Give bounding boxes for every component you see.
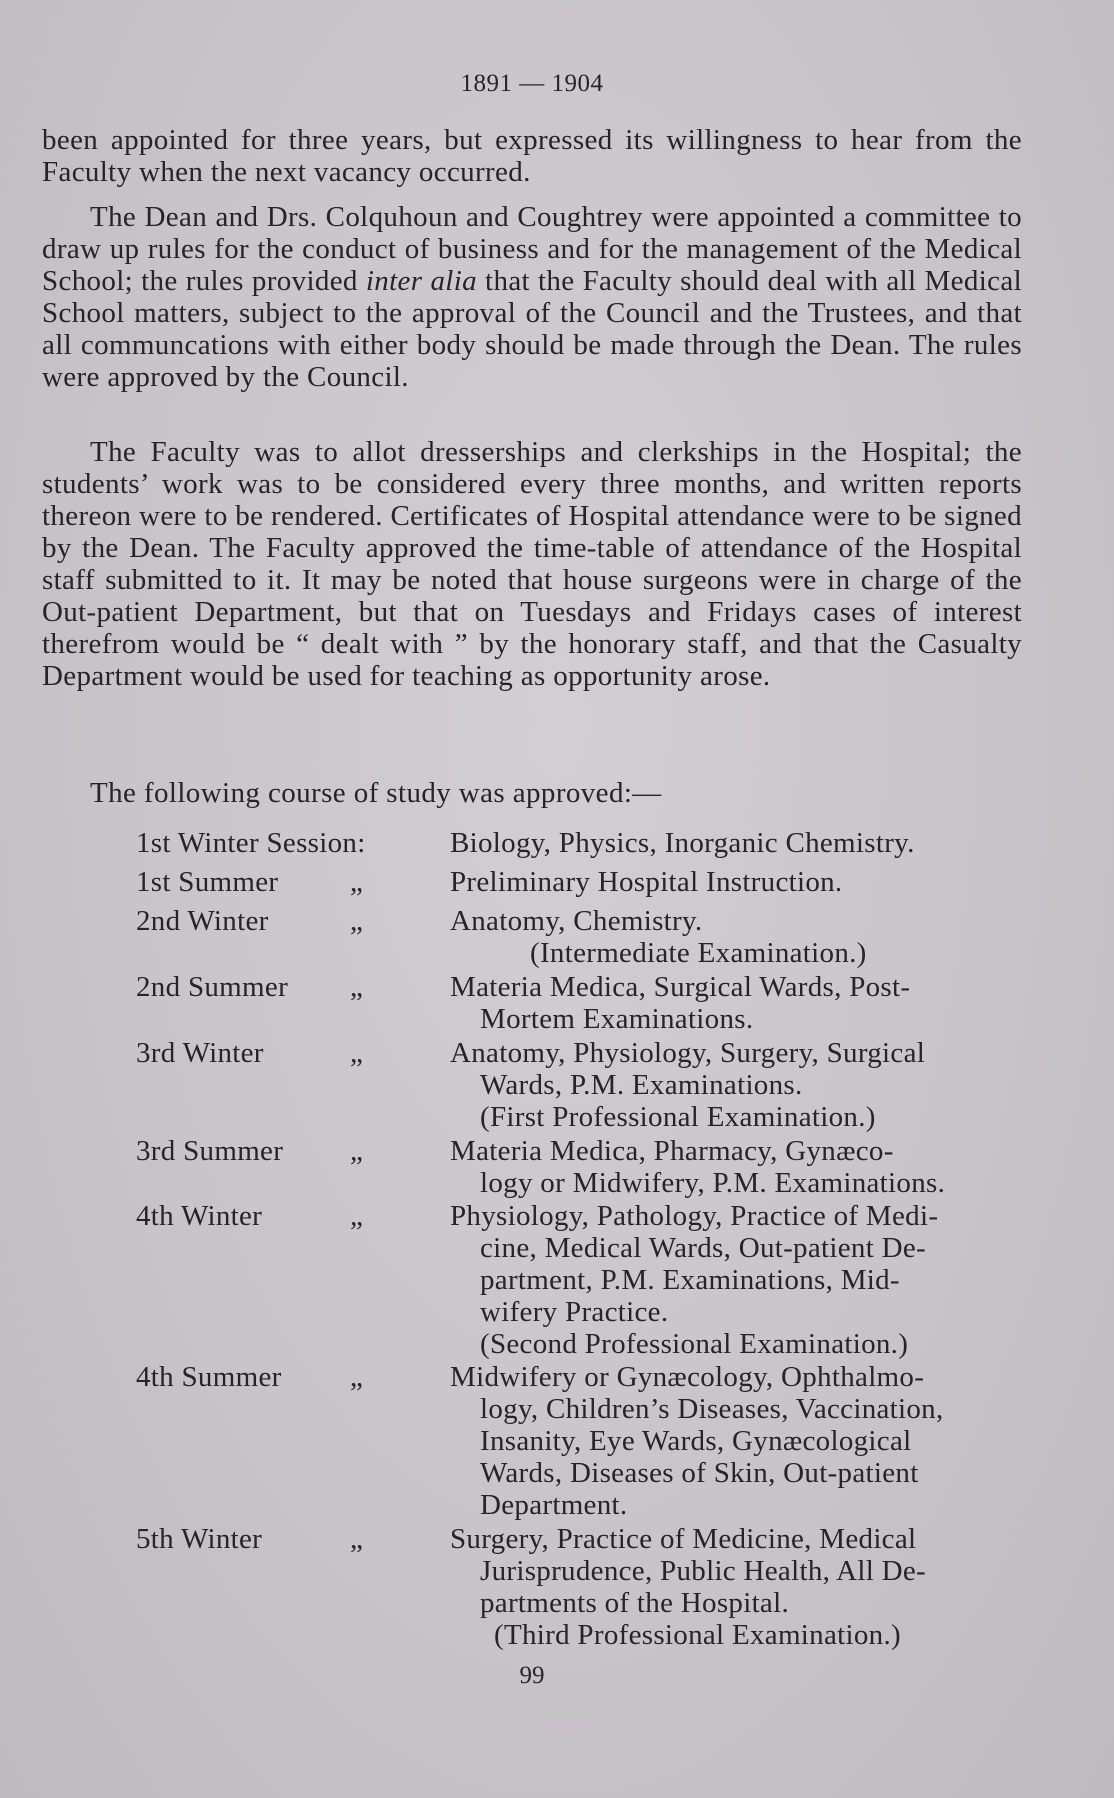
course-subjects (450, 905, 1022, 969)
course-term: 3rd Summer (136, 1135, 284, 1167)
subject-line: Anatomy, Physiology, Surgery, Surgical (450, 1037, 926, 1069)
examination-note: (Third Professional Examination.) (494, 1619, 901, 1651)
course-subjects (450, 1200, 1022, 1360)
course-term: 4th Summer (136, 1361, 282, 1393)
course-subjects (450, 1037, 1022, 1133)
subject-line: Insanity, Eye Wards, Gynæcological (480, 1425, 912, 1457)
subject-line: Materia Medica, Surgical Wards, Post- (450, 971, 911, 1003)
course-term: 1st Summer (136, 866, 279, 898)
ditto-mark: „ (350, 1037, 364, 1069)
subject-line: Materia Medica, Pharmacy, Gynæco- (450, 1135, 894, 1167)
subject-line: Mortem Examinations. (480, 1003, 754, 1035)
running-head: 1891 — 1904 (460, 70, 604, 97)
subject-line: cine, Medical Wards, Out-patient De- (480, 1232, 926, 1264)
course-term: 3rd Winter (136, 1037, 264, 1069)
page-number: 99 (519, 1662, 545, 1689)
subject-line: Midwifery or Gynæcology, Ophthalmo- (450, 1361, 925, 1393)
paragraph-3: The Faculty was to allot dresserships and clerkships in the Hospital; the students’ work was to be considered every three months, and written reports thereon were to be rendered. Certificates of Hospital attendance were to be signed by the Dean. The Faculty approved the time-table of attendance of the Hospital staff submitted to it. It may be noted that house surgeons were in charge of the Out-patient Department, but that on Tuesdays and Fridays cases of interest therefrom would be “ dealt with ” by the honorary staff, and that the Casualty Department would be used for teaching as opportunity arose. (42, 436, 1022, 692)
subject-line: Wards, P.M. Examinations. (480, 1069, 803, 1101)
subject-line: Anatomy, Chemistry. (450, 905, 703, 937)
subject-line: wifery Practice. (480, 1296, 669, 1328)
course-term: 4th Winter (136, 1200, 263, 1232)
course-intro: The following course of study was approved:— (90, 777, 662, 809)
course-subjects (450, 827, 1022, 859)
course-term: 2nd Summer (136, 971, 289, 1003)
course-subjects (450, 1135, 1022, 1199)
paragraph-1: been appointed for three years, but expressed its willingness to hear from the Faculty when the next vacancy occurred. (42, 124, 1022, 188)
subject-line: partment, P.M. Examinations, Mid- (480, 1264, 900, 1296)
paragraph-2 (42, 201, 1022, 393)
ditto-mark: „ (350, 1135, 364, 1167)
course-term: 1st Winter Session: (136, 827, 366, 859)
subject-line: logy or Midwifery, P.M. Examinations. (480, 1167, 946, 1199)
course-subjects (450, 971, 1022, 1035)
examination-note: (First Professional Examination.) (480, 1101, 876, 1133)
subject-line: Jurisprudence, Public Health, All De- (480, 1555, 927, 1587)
subject-line: Biology, Physics, Inorganic Chemistry. (450, 827, 915, 859)
subject-line: Department. (480, 1489, 628, 1521)
subject-line: Surgery, Practice of Medicine, Medical (450, 1523, 917, 1555)
subject-line: partments of the Hospital. (480, 1587, 790, 1619)
paragraph-2-text-b: that the Faculty should deal with all Medical School matters, subject to the approval of the Council and the Trustees, and that all communcations with either body should be made through the Dean. The rules were approved by the Council. (42, 265, 1023, 393)
ditto-mark: „ (350, 1361, 364, 1393)
course-subjects (450, 1523, 1022, 1651)
paragraph-2-italic: inter alia (365, 265, 477, 297)
ditto-mark: „ (350, 866, 364, 898)
subject-line: logy, Children’s Diseases, Vaccination, (480, 1393, 944, 1425)
examination-note: (Second Professional Examination.) (480, 1328, 909, 1360)
subject-line: Physiology, Pathology, Practice of Medi- (450, 1200, 939, 1232)
examination-note: (Intermediate Examination.) (530, 937, 867, 969)
ditto-mark: „ (350, 971, 364, 1003)
ditto-mark: „ (350, 905, 364, 937)
course-term: 5th Winter (136, 1523, 263, 1555)
ditto-mark: „ (350, 1200, 364, 1232)
course-subjects (450, 866, 1022, 898)
ditto-mark: „ (350, 1523, 364, 1555)
subject-line: Wards, Diseases of Skin, Out-patient (480, 1457, 919, 1489)
course-term: 2nd Winter (136, 905, 269, 937)
paragraph-2-text-a: The Dean and Drs. Colquhoun and Coughtrey were appointed a committee to draw up rules for the conduct of business and for the management of the Medical School; the rules provided (42, 201, 1022, 297)
course-subjects (450, 1361, 1022, 1521)
subject-line: Preliminary Hospital Instruction. (450, 866, 843, 898)
